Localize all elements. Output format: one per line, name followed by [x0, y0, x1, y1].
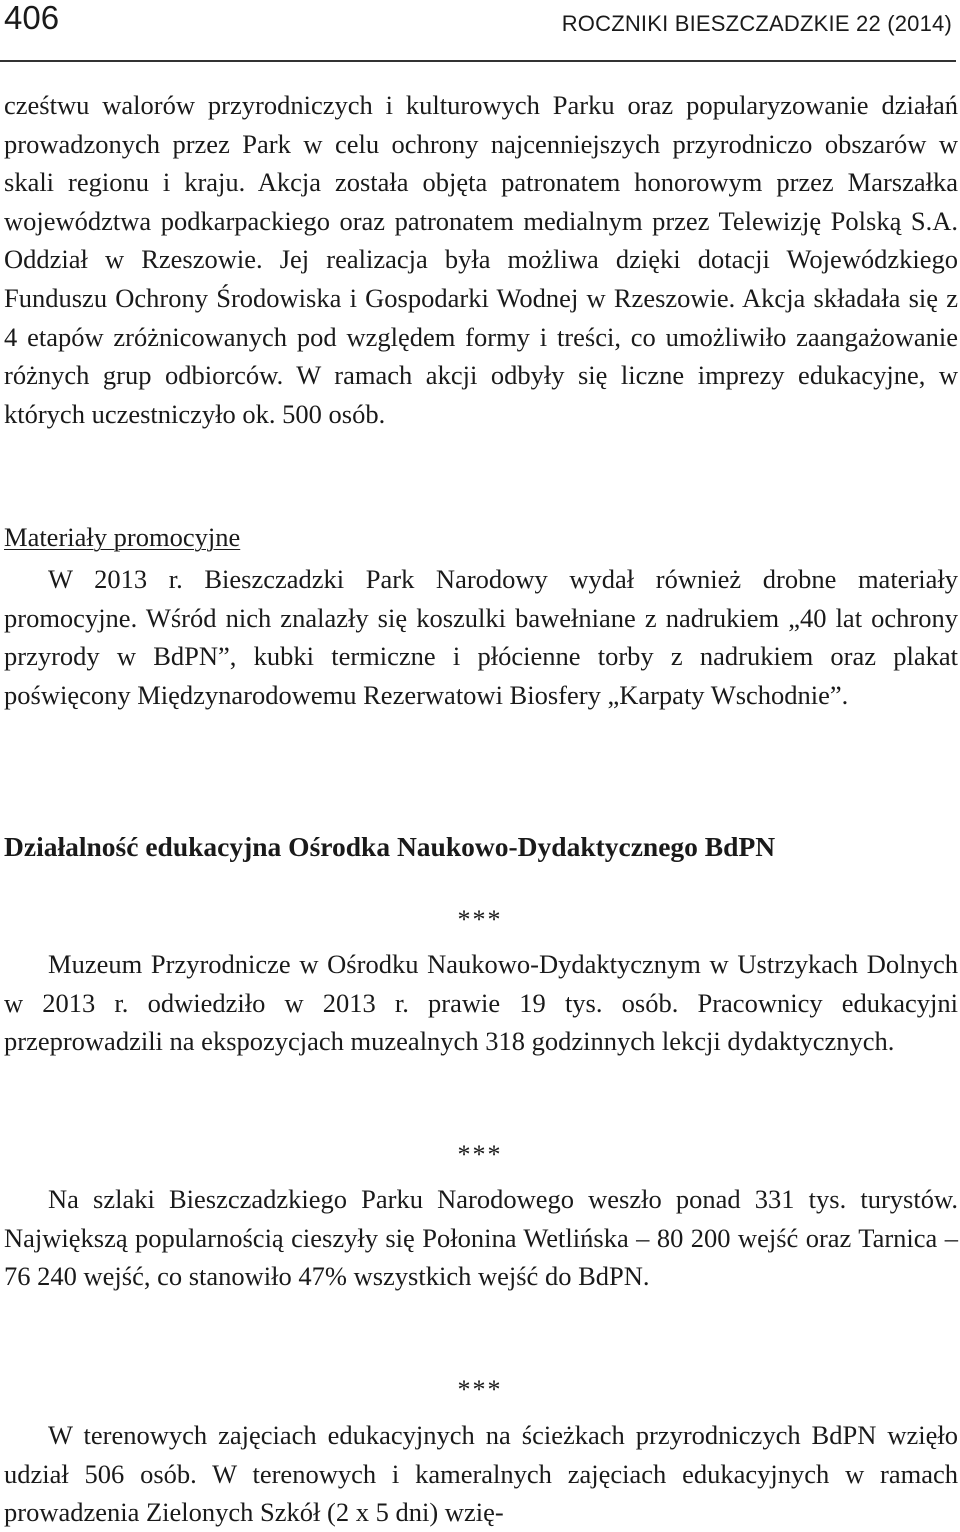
paragraph-4: Na szlaki Bieszczadzkiego Parku Narodowego weszło ponad 331 tys. turystów. Największą popularnością cieszyły się Połonina Wetlińska – 80 200 wejść oraz Tarnica – 76 240 wejść, co stanowiło 47% wszystkich wejść do BdPN.	[4, 1184, 958, 1292]
page-header	[4, 0, 956, 40]
running-head: ROCZNIKI BIESZCZADZKIE 22 (2014)	[561, 11, 952, 36]
paragraph-3: Muzeum Przyrodnicze w Ośrodku Naukowo-Dydaktycznym w Ustrzykach Dolnych w 2013 r. odwiedziło w 2013 r. prawie 19 tys. osób. Pracownicy edukacyjni przeprowadzili na ekspozycjach muzealnych 318 godzinnych lekcji dydaktycznych.	[4, 949, 958, 1057]
section-heading: Działalność edukacyjna Ośrodka Naukowo-Dydaktycznego BdPN	[4, 831, 776, 862]
separator-2: ***	[457, 1140, 503, 1169]
paragraph-5: W terenowych zajęciach edukacyjnych na ścieżkach przyrodniczych BdPN wzięło udział 506 osób. W terenowych i kameralnych zajęciach edukacyjnych w ramach prowadzenia Zielonych Szkół (2 x 5 dni) wzię-	[4, 1420, 958, 1528]
header-rule	[0, 60, 956, 62]
paragraph-1: cześtwu walorów przyrodniczych i kulturowych Parku oraz popularyzowanie działań prowadzonych przez Park w celu ochrony najcenniejszych przyrodniczo obszarów w skali regionu i kraju. Akcja została objęta patronatem honorowym przez Marszałka województwa podkarpackiego oraz patronatem medialnym przez Telewizję Polską S.A. Oddział w Rzeszowie. Jej realizacja była możliwa dzięki dotacji Wojewódzkiego Funduszu Ochrony Środowiska i Gospodarki Wodnej w Rzeszowie. Akcja składała się z 4 etapów zróżnicowanych pod względem formy i treści, co umożliwiło zaangażowanie różnych grup odbiorców. W ramach akcji odbyły się liczne imprezy edukacyjne, w których uczestniczyło ok. 500 osób.	[4, 90, 958, 429]
paragraph-2: W 2013 r. Bieszczadzki Park Narodowy wydał również drobne materiały promocyjne. Wśród nich znalazły się koszulki bawełniane z nadrukiem „40 lat ochrony przyrody w BdPN”, kubki termiczne i płócienne torby z nadrukiem oraz plakat poświęcony Międzynarodowemu Rezerwatowi Biosfery „Karpaty Wschodnie”.	[4, 564, 958, 710]
subheading-promotional-materials: Materiały promocyjne	[4, 522, 241, 552]
separator-3: ***	[457, 1375, 503, 1404]
page-number: 406	[4, 0, 60, 36]
separator-1: ***	[457, 905, 503, 934]
